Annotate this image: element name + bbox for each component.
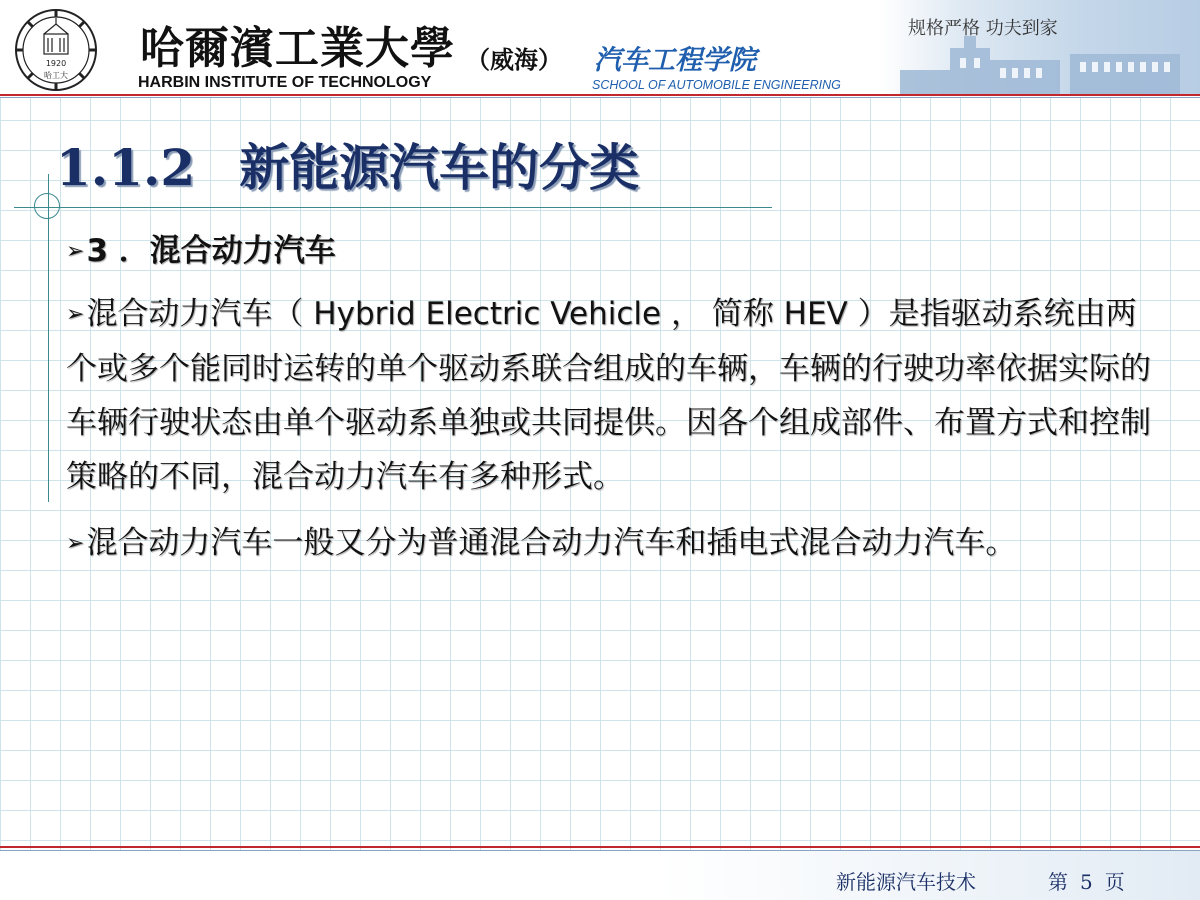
page-number: 5 xyxy=(1080,870,1093,894)
school-name-en: SCHOOL OF AUTOMOBILE ENGINEERING xyxy=(592,78,841,92)
section-title: 新能源汽车的分类 xyxy=(239,138,640,197)
page-indicator xyxy=(1048,866,1125,895)
arrow-bullet-icon: ➢ xyxy=(66,302,85,327)
bullet-text: 3 ．混合动力汽车 xyxy=(86,233,336,269)
section-number: 1.1.2 xyxy=(56,138,196,197)
arrow-bullet-icon: ➢ xyxy=(66,239,85,264)
title-underline xyxy=(14,207,772,208)
footer-band xyxy=(0,851,1200,900)
seal-year: 1920 xyxy=(45,59,67,68)
slide-header xyxy=(0,0,1200,98)
bullet-item xyxy=(66,224,1166,279)
campus-name: （威海） xyxy=(466,46,562,74)
university-motto: 规格严格 功夫到家 xyxy=(908,18,1058,39)
arrow-bullet-icon: ➢ xyxy=(66,531,85,556)
header-divider-red xyxy=(0,94,1200,96)
content-vertical-rule xyxy=(48,174,49,502)
seal-text: 哈工大 xyxy=(44,71,68,80)
page-prefix: 第 xyxy=(1048,870,1068,894)
header-divider-blue xyxy=(0,97,1200,98)
school-name-cn: 汽车工程学院 xyxy=(594,45,756,76)
university-seal-icon xyxy=(14,8,98,92)
university-name-cn: 哈爾濱工業大學 xyxy=(140,23,455,74)
bullet-text: 混合动力汽车（ Hybrid Electric Vehicle ， 简称 HEV ）是指驱动系统由两个或多个能同时运转的单个驱动系联合组成的车辆，车辆的行驶功率依据实际的车辆行驶状态由单个驱动系单独或共同提供。因各个组成部件、布置方式和控制策略的不同，混合动力汽车有多种形式。 xyxy=(66,296,1151,495)
bullet-item xyxy=(66,516,1166,571)
footer-divider-red xyxy=(0,846,1200,848)
bullet-item xyxy=(66,287,1166,504)
page-suffix: 页 xyxy=(1104,870,1125,894)
slide-body xyxy=(66,224,1166,583)
bullet-text: 混合动力汽车一般又分为普通混合动力汽车和插电式混合动力汽车。 xyxy=(86,525,1017,561)
university-name-en: HARBIN INSTITUTE OF TECHNOLOGY xyxy=(138,74,432,91)
slide-title xyxy=(56,128,639,200)
course-name: 新能源汽车技术 xyxy=(836,870,976,894)
